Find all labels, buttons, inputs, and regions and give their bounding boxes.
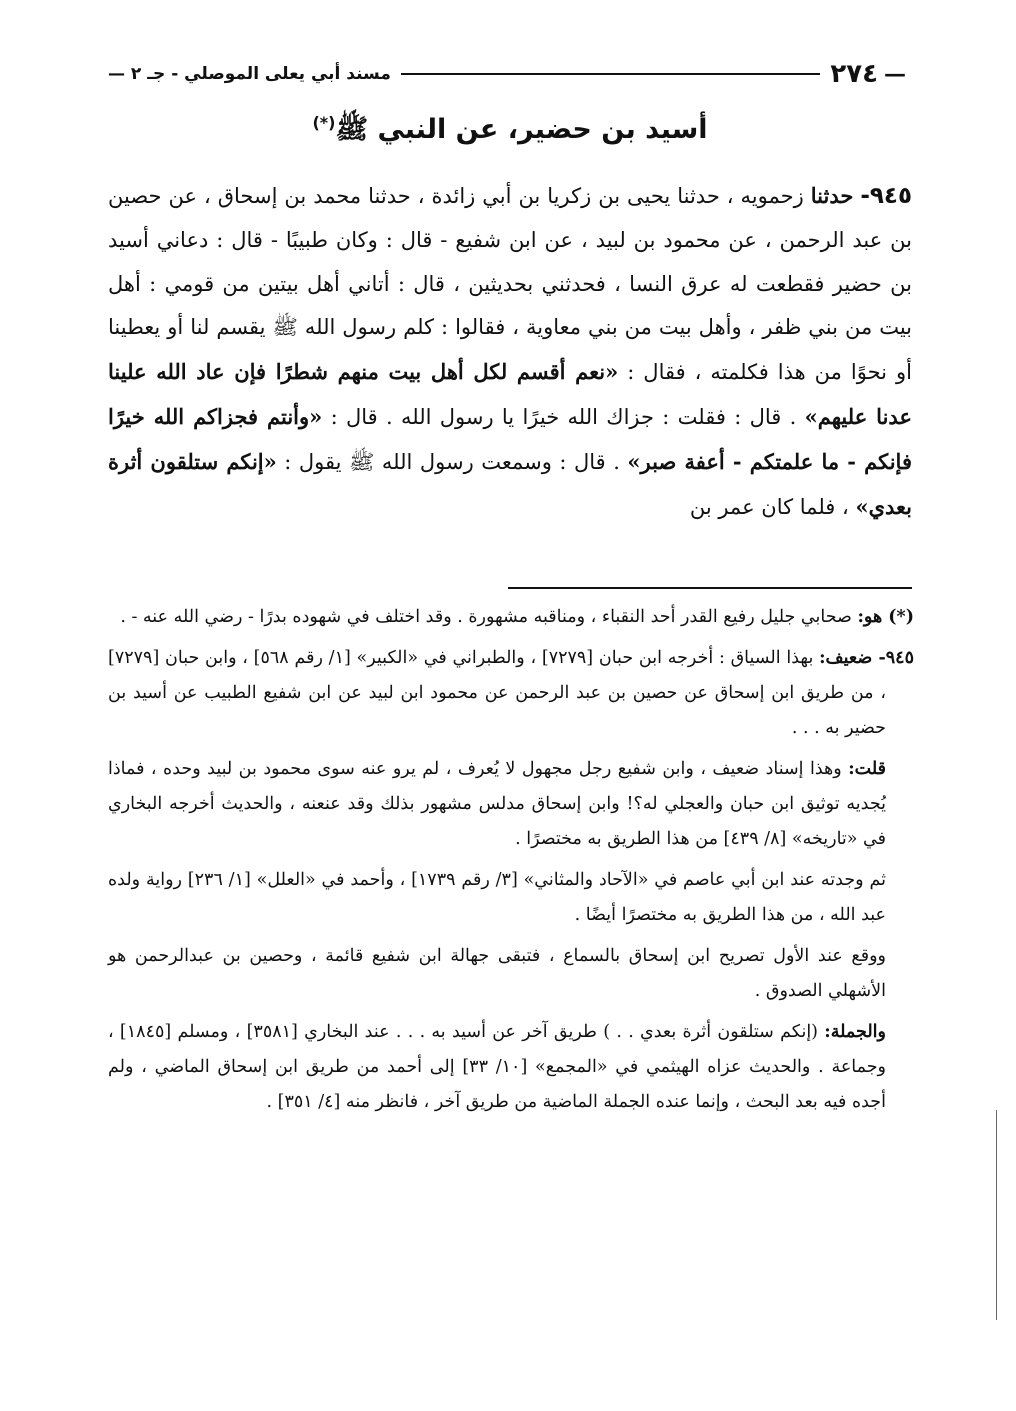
binding-margin-line: [996, 1110, 997, 1320]
hadith-segment-3: . قال : وسمعت رسول الله ﷺ يقول :: [276, 449, 628, 474]
section-title: [108, 112, 912, 152]
footnotes: [108, 600, 914, 1126]
hadith-segment-1: زحمويه ، حدثنا يحيى بن زكريا بن أبي زائدة ، حدثنا محمد بن إسحاق ، عن حصين بن عبد الرحمن ، عن محمود بن لبيد ، عن ابن شفيع - قال : وكان طبيبًا - قال : دعاني أسيد بن حضير فقطعت له عرق النسا ، فحدثني بحديثين ، قال : أتاني أهل بيتين من قومي : أهل بيت من بني ظفر ، وأهل بيت من بني معاوية ، فقالوا : كلم رسول الله ﷺ يقسم لنا أو يعطينا أو نحوًا من هذا فكلمته ، فقال :: [108, 184, 912, 385]
footnote-qult-label: قلت:: [848, 759, 886, 779]
prophetic-quote-3: «إنكم ستلقون أثرة بعدي»: [108, 448, 912, 519]
footnote-star-text: صحابي جليل رفيع القدر أحد النقباء ، ومناقبه مشهورة . وقد اختلف في شهوده بدرًا - رضي الله عنه - .: [120, 607, 858, 627]
header-rule: [401, 73, 821, 75]
footnote-qult-text: وهذا إسناد ضعيف ، وابن شفيع رجل مجهول لا يُعرف ، لم يرو عنه سوى محمود بن لبيد وحده ، فماذا يُجديه توثيق ابن حبان والعجلي له؟! وابن إسحاق مدلس مشهور بذلك وقد عنعنه ، والحديث أخرجه البخاري في «تاريخه» [٨/ ٤٣٩] من هذا الطريق به مختصرًا .: [108, 759, 886, 849]
footnote-star: [108, 600, 914, 635]
footnote-qult: [108, 752, 914, 857]
footnote-945-label: ٩٤٥- ضعيف:: [819, 648, 914, 668]
hadith-number: ٩٤٥-: [860, 183, 912, 209]
hadith-segment-4: ، فلما كان عمر بن: [689, 494, 856, 519]
footnote-paragraph-4: ووقع عند الأول تصريح ابن إسحاق بالسماع ، فتبقى جهالة ابن شفيع قائمة ، وحصين بن عبدالرحمن هو الأشهلي الصدوق .: [108, 946, 886, 1001]
prophetic-quote-2: «وأنتم فجزاكم الله خيرًا فإنكم - ما علمتكم - أعفة صبر»: [108, 403, 912, 474]
hadith-text: [108, 174, 912, 529]
hadith-segment-2: . قال : فقلت : جزاك الله خيرًا يا رسول الله . قال :: [322, 404, 805, 429]
section-title-marker: (*): [312, 113, 336, 132]
footnote-jumla-label: والجملة:: [824, 1022, 886, 1042]
footnote-star-label: (*) هو:: [857, 607, 914, 627]
prophetic-quote-1: «نعم أقسم لكل أهل بيت منهم شطرًا فإن عاد الله علينا عدنا عليهم»: [108, 359, 912, 429]
running-title: مسند أبي يعلى الموصلي - جـ ٢ —: [108, 64, 391, 84]
page-number: ٢٧٤: [830, 59, 878, 89]
footnote-paragraph-3: ثم وجدته عند ابن أبي عاصم في «الآحاد والمثاني» [٣/ رقم ١٧٣٩] ، وأحمد في «العلل» [١/ ٢٣٦] رواية ولده عبد الله ، من هذا الطريق به مختصرًا أيضًا .: [108, 870, 886, 925]
section-title-text: أسيد بن حضير، عن النبي ﷺ: [335, 114, 708, 145]
footnote-separator: [508, 587, 912, 589]
footnote-jumla-text: (إنكم ستلقون أثرة بعدي . . ) طريق آخر عن أسيد به . . . عند البخاري [٣٥٨١] ، ومسلم [١٨٤٥] ، وجماعة . والحديث عزاه الهيثمي في «المجمع» [١٠/ ٣٣] إلى أحمد من طريق ابن إسحاق الماضي ، ولم أجده فيه بعد البحث ، وإنما عنده الجملة الماضية من طريق آخر ، فانظر منه [٤/ ٣٥١] .: [108, 1022, 886, 1112]
hadith-opening: حدثنا: [810, 183, 854, 208]
running-header: [108, 56, 912, 92]
footnote-945: [108, 641, 914, 746]
footnote-945-text: بهذا السياق : أخرجه ابن حبان [٧٢٧٩] ، والطبراني في «الكبير» [١/ رقم ٥٦٨] ، وابن حبان [٧٢٧٩] ، من طريق ابن إسحاق عن حصين بن عبد الرحمن عن محمود ابن لبيد عن ابن شفيع الطبيب عن أسيد بن حضير به . . .: [108, 648, 886, 738]
footnote-jumla: [108, 1015, 914, 1120]
header-dash: —: [884, 61, 906, 87]
